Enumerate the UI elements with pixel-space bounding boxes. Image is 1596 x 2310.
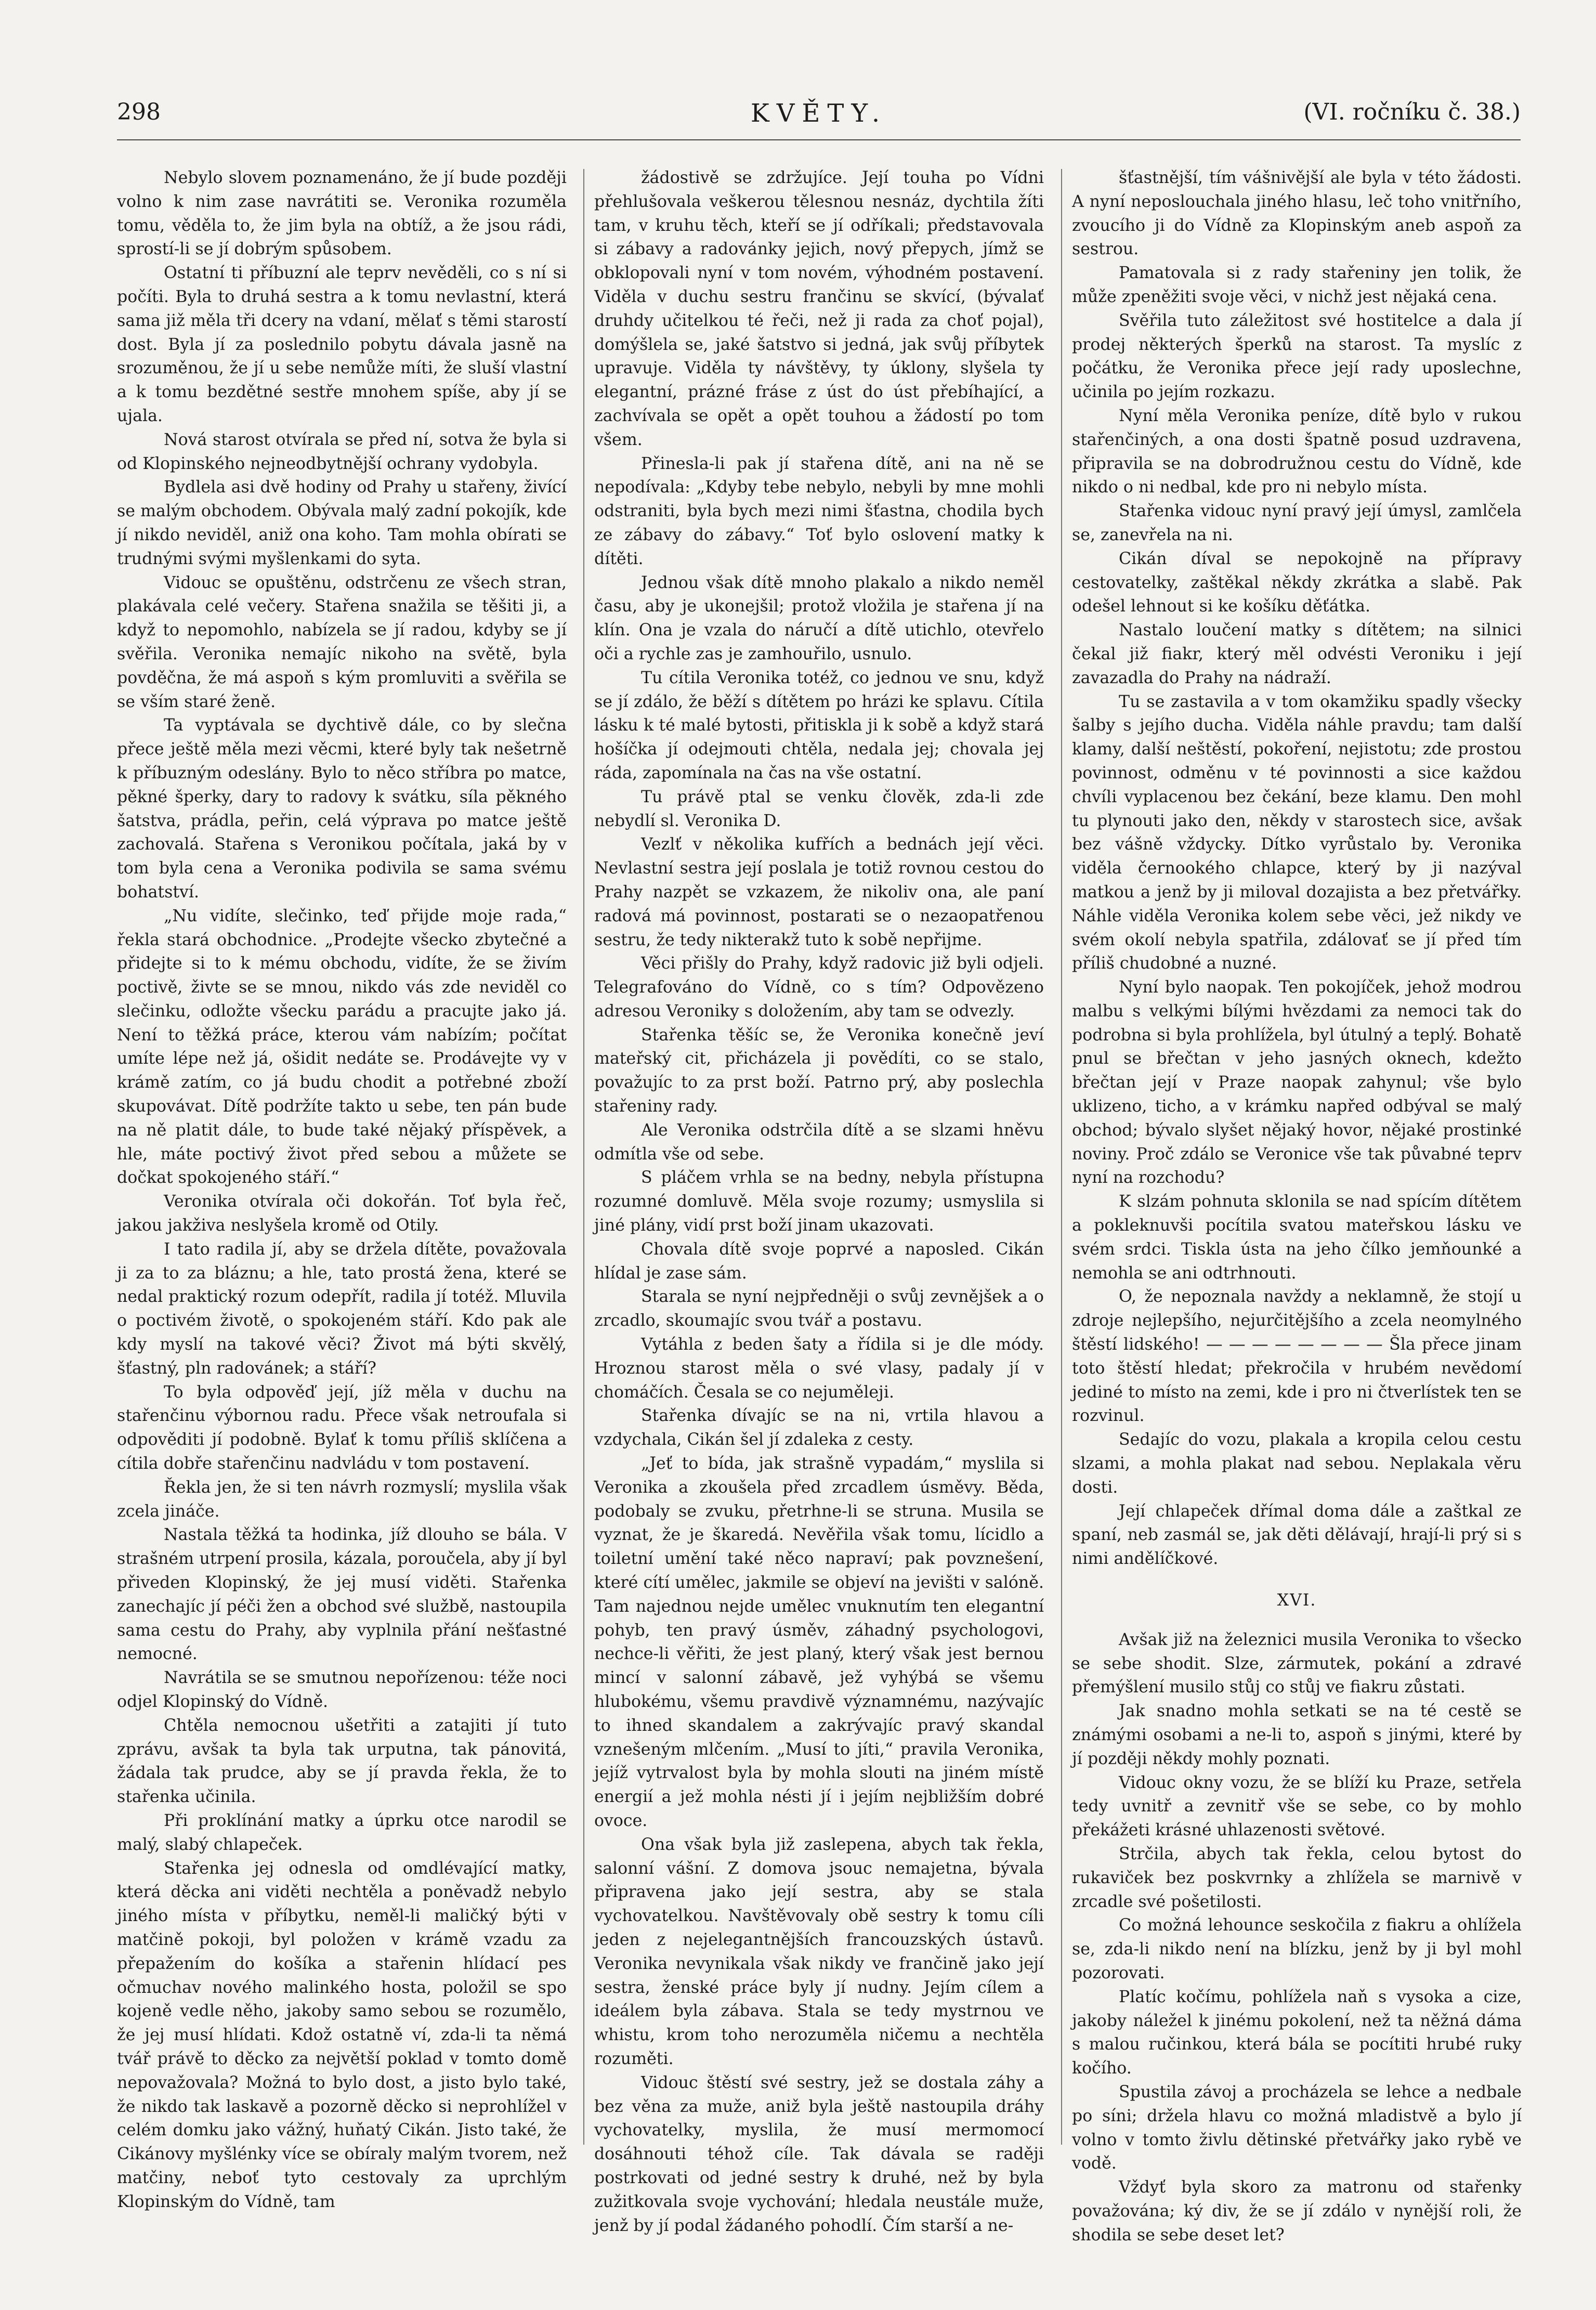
paragraph: Při proklínání matky a úprku otce narodil se malý, slabý chlapeček. xyxy=(117,1811,567,1854)
paragraph: S pláčem vrhla se na bedny, nebyla přístupna rozumné domluvě. Měla svoje rozumy; usmyslila si jiné plány, vidí prst boží jinam ukazovati. xyxy=(594,1168,1044,1235)
paragraph: Ale Veronika odstrčila dítě a se slzami hněvu odmítla vše od sebe. xyxy=(594,1120,1044,1164)
page-number: 298 xyxy=(117,99,161,125)
column-divider xyxy=(1061,169,1062,2145)
paragraph: Stařenka těšíc se, že Veronika konečně jeví mateřský cit, přicházela ji povědíti, co se stalo, považujíc to za prst boží. Patrno prý, aby poslechla stařeniny rady. xyxy=(594,1025,1044,1116)
paragraph: Nebylo slovem poznamenáno, že jí bude později volno k nim zase navrátiti se. Veronika rozuměla tomu, věděla to, že jim byla na obtíž, a že jsou rádi, sprostí-li se jí dobrým spůsobem. xyxy=(117,168,567,259)
paragraph: Tu právě ptal se venku člověk, zda-li zde nebydlí sl. Veronika D. xyxy=(594,787,1044,830)
paragraph: šťastnější, tím vášnivější ale byla v této žádosti. A nyní neposlouchala jiného hlasu, leč toho vnitřního, zvoucího ji do Vídně za Klopinským aneb aspoň za sestrou. xyxy=(1072,168,1522,259)
paragraph: To byla odpověď její, jíž měla v duchu na stařenčinu výbornou radu. Přece však netroufala si odpověditi jí podobně. Bylať k tomu příliš sklíčena a cítila dobře stařenčinu nadvládu v tom postavení. xyxy=(117,1382,567,1473)
paragraph: Její chlapeček dřímal doma dále a zaštkal ze spaní, neb zasmál se, jak děti dělávají, hrají-li prý si s nimi andělíčkové. xyxy=(1072,1502,1522,1569)
paragraph: Starala se nyní nejpředněji o svůj zevnějšek a o zrcadlo, skoumajíc svou tvář a postavu. xyxy=(594,1287,1044,1330)
paragraph: Nová starost otvírala se před ní, sotva že byla si od Klopinského nejneodbytnější ochrany vydobyla. xyxy=(117,430,567,473)
journal-title: KVĚTY. xyxy=(750,99,887,128)
page-header xyxy=(117,99,1521,135)
paragraph: žádostivě se zdržujíce. Její touha po Vídni přehlušovala veškerou tělesnou nesnáz, dychtila žíti tam, v kruhu těch, kteří se jí odříkali; představovala si zábavy a radovánky jejich, nový přepych, jímž se obklopovali nyní v tom novém, výhodném postavení. Viděla v duchu sestru frančinu se skvící, (bývalať druhdy učitelkou té řeči, než ji rada za choť pojal), domýšlela se, jaké šatstvo si jedná, jak svůj příbytek upravuje. Viděla ty návštěvy, ty úklony, slyšela ty elegantní, prázné fráse z úst do úst přebíhající, a zachvívala se opět a opět touhou a žádostí po tom všem. xyxy=(594,168,1044,449)
chapter-heading: XVI. xyxy=(1277,1591,1317,1610)
paragraph: Veronika otvírala oči dokořán. Toť byla řeč, jakou jakživa neslyšela kromě od Otily. xyxy=(117,1192,567,1235)
paragraph: Chovala dítě svoje poprvé a naposled. Cikán hlídal je zase sám. xyxy=(594,1239,1044,1283)
paragraph: Jak snadno mohla setkati se na té cestě se známými osobami a ne-li to, aspoň s jinými, které by jí později někdy mohly poznati. xyxy=(1072,1702,1522,1768)
paragraph: Vidouc štěstí své sestry, jež se dostala záhy a bez věna za muže, aniž byla ještě nastoupila dráhy vychovatelky, myslila, že musí mermomocí dosáhnouti téhož cíle. Tak dávala se raději postrkovati od jedné sestry k druhé, než by byla zužitkovala svoje vychování; hledala neustále muže, jenž by jí podal žádaného pohodlí. Čím starší a ne- xyxy=(594,2073,1044,2235)
paragraph: Vytáhla z beden šaty a řídila si je dle módy. Hroznou starost měla o své vlasy, padaly jí v chomáčích. Česala se co nejuměleji. xyxy=(594,1335,1044,1402)
paragraph: Stařenka jej odnesla od omdlévající matky, která děcka ani viděti nechtěla a poněvadž nebylo jiného místa v příbytku, neměl-li maličký býti v matčině pokoji, byl položen v krámě vzadu za přepažením do košíka a stařenin hlídací pes očmuchav nového malinkého hosta, položil se spo kojeně vedle něho, jakoby samo sebou se rozumělo, že jej musí hlídati. Kdož ostatně ví, zda-li ta němá tvář právě to děcko za největší poklad v tomto domě nepovažovala? Možná to bylo dost, a jisto bylo také, že nikdo tak laskavě a pozorně děcko si neprohlížel v celém domku jako vážný, huňatý Cikán. Jisto také, že Cikánovy myšlénky více se obíraly malým tvorem, než matčiny, neboť tyto cestovaly za uprchlým Klopinským do Vídně, tam xyxy=(117,1859,567,2211)
paragraph: I tato radila jí, aby se držela dítěte, považovala ji za to za bláznu; a hle, tato prostá žena, které se nedal praktický rozum odepřít, radila jí totéž. Mluvila o poctivém životě, o spokojeném stáří. Kdo pak ale kdy myslí na takové věci? Život má býti skvělý, šťastný, pln radovánek; a stáří? xyxy=(117,1239,567,1378)
paragraph: Stařenka dívajíc se na ni, vrtila hlavou a vzdychala, Cikán šel jí zdaleka z cesty. xyxy=(594,1406,1044,1450)
paragraph: Vidouc okny vozu, že se blíží ku Praze, setřela tedy uvnitř a zevnitř vše se sebe, co by mohlo překážeti krásné uhlazenosti světové. xyxy=(1072,1773,1522,1840)
paragraph: Tu cítila Veronika totéž, co jednou ve snu, když se jí zdálo, že běží s dítětem po hrázi ke splavu. Cítila lásku k té malé bytosti, přitiskla ji k sobě a když stará hošíčka jí odejmouti chtěla, nedala jej; chovala jej ráda, zapomínala na čas na vše ostatní. xyxy=(594,668,1044,782)
text-column-2 xyxy=(594,166,1044,2238)
paragraph: Strčila, abych tak řekla, celou bytost do rukaviček bez poskvrnky a zhlížela se marnivě v zrcadle své pošetilosti. xyxy=(1072,1844,1522,1911)
text-column-1 xyxy=(117,166,567,2214)
paragraph: Vidouc se opuštěnu, odstrčenu ze všech stran, plakávala celé večery. Stařena snažila se těšiti ji, a když to nepomohlo, nabízela se jí radou, kdyby se jí svěřila. Veronika nemajíc nikoho na světě, byla povděčna, že má aspoň s kým promluviti a svěřila se se vším staré ženě. xyxy=(117,573,567,711)
paragraph: Cikán díval se nepokojně na přípravy cestovatelky, zaštěkal někdy zkrátka a slabě. Pak odešel lehnout si ke košíku děťátka. xyxy=(1072,549,1522,616)
paragraph: Pamatovala si z rady stařeniny jen tolik, že může zpeněžiti svoje věci, v nichž jest nějaká cena. xyxy=(1072,264,1522,306)
paragraph: Věci přišly do Prahy, když radovic již byli odjeli. Telegrafováno do Vídně, co s tím? Odpovězeno adresou Veroniky s doložením, aby tam se odvezly. xyxy=(594,954,1044,1021)
paragraph: Stařenka vidouc nyní pravý její úmysl, zamlčela se, zanevřela na ni. xyxy=(1072,502,1522,544)
paragraph: Nyní měla Veronika peníze, dítě bylo v rukou stařenčiných, a ona dosti špatně posud uzdravena, připravila se na dobrodružnou cestu do Vídně, kde nikdo o ni nedbal, kde pro ni nebylo místa. xyxy=(1072,406,1522,497)
paragraph: Sedajíc do vozu, plakala a kropila celou cestu slzami, a mohla plakat nad sebou. Neplakala věru dosti. xyxy=(1072,1430,1522,1497)
paragraph: Ta vyptávala se dychtivě dále, co by slečna přece ještě měla mezi věcmi, které byly tak nešetrně k příbuzným odeslány. Bylo to něco stříbra po matce, pěkné šperky, dary to radovy k svátku, síla pěkného šatstva, prádla, peřin, celá výprava po matce ještě zachovalá. Stařena s Veronikou počítala, jaká by v tom byla cena a Veronika podivila se sama svému bohatství. xyxy=(117,716,567,902)
paragraph: Co možná lehounce seskočila z fiakru a ohlížela se, zda-li nikdo není na blízku, jenž by ji byl mohl pozorovati. xyxy=(1072,1916,1522,1982)
paragraph: Nyní bylo naopak. Ten pokojíček, jehož modrou malbu s velkými bílými hvězdami za nemoci tak do podrobna si byla prohlížela, byl útulný a teplý. Bohatě pnul se břečtan v jeho jasných oknech, kdežto břečtan její v Praze naopak zahynul; vše bylo uklizeno, ticho, a v krámku napřed odbýval se malý obchod; bývalo slyšet nějaký hovor, nějaké prostinké noviny. Proč zdálo se Veronice vše tak půvabné teprv nyní na rozchodu? xyxy=(1072,978,1522,1187)
paragraph: „Jeť to bída, jak strašně vypadám,“ myslila si Veronika a zkoušela před zrcadlem úsměvy. Běda, podobaly se zvuku, přetrhne-li se struna. Musila se vyznat, že je škaredá. Nevěřila však tomu, lícidlo a toiletní umění také něco napraví; pak povznešení, které cítí umělec, jakmile se objeví na jevišti v salóně. Tam najednou nejde umělec vnuknutím ten elegantní pohyb, ten pravý úsměv, záhadný psychologovi, nechce-li věřiti, že jest planý, který však jest bernou mincí v salonní zábavě, jež vyhýbá se všemu hlubokému, všemu pravdivě významnému, nazývajíc to ihned skandalem a zakrývajíc pravý skandal vznešeným mlčením. „Musí to jíti,“ pravila Veronika, jejíž vytrvalost byla by mohla slouti na jiném místě energií a jež mohla nésti jí i jejím nejbližším dobré ovoce. xyxy=(594,1454,1044,1830)
paragraph: Přinesla-li pak jí stařena dítě, ani na ně se nepodívala: „Kdyby tebe nebylo, nebyli by mne mohli odstraniti, byla bych mezi nimi šťastna, chodila bych ze zábavy do zábavy.“ Toť bylo oslovení matky k dítěti. xyxy=(594,454,1044,568)
paragraph: Spustila závoj a procházela se lehce a nedbale po síni; držela hlavu co možná mladistvě a bylo jí volno v tomto živlu dětinské přetvářky jako rybě ve vodě. xyxy=(1072,2082,1522,2173)
paragraph: Navrátila se se smutnou nepořízenou: téže noci odjel Klopinský do Vídně. xyxy=(117,1668,567,1711)
paragraph: Nastalo loučení matky s dítětem; na silnici čekal již fiakr, který měl odvésti Veroniku i její zavazadla do Prahy na nádraží. xyxy=(1072,621,1522,687)
paragraph: K slzám pohnuta sklonila se nad spícím dítětem a pokleknuvši pocítila svatou mateřskou lásku ve svém srdci. Tiskla ústa na jeho čílko jemňounké a nemohla se ani odtrhnouti. xyxy=(1072,1192,1522,1283)
paragraph: Chtěla nemocnou ušetřiti a zatajiti jí tuto zprávu, avšak ta byla tak urputna, tak pánovitá, žádala tak prudce, aby se jí pravda řekla, že to stařenka učinila. xyxy=(117,1716,567,1807)
paragraph: „Nu vidíte, slečinko, teď přijde moje rada,“ řekla stará obchodnice. „Prodejte všecko zbytečné a přidejte si to k mému obchodu, vidíte, že se živím poctivě, živte se se mnou, nikdo vás zde neviděl co slečinku, odložte všecku parádu a pracujte jako já. Není to těžká práce, kterou vám nabízím; počítat umíte lépe než já, ošidit nedáte se. Prodávejte vy v krámě zatím, co já budu chodit a potřebné zboží skupovávat. Dítě podržíte takto u sebe, ten pán bude na ně platit dále, to bude také nějaký příspěvek, a hle, máte poctivý život před sebou a můžete se dočkat spokojeného stáří.“ xyxy=(117,906,567,1187)
paragraph: Ostatní ti příbuzní ale teprv nevěděli, co s ní si počíti. Byla to druhá sestra a k tomu nevlastní, která sama již měla tři dcery na vdaní, mělať s těmi starostí dost. Byla jí za poslednilo pobytu dávala jasně na srozuměnou, že jí u sebe nemůže míti, že sluší vlastní a k tomu bezdětné sestře mnohem spíše, aby jí se ujala. xyxy=(117,264,567,425)
paragraph: Vezlť v několika kufřích a bednách její věci. Nevlastní sestra její poslala je totiž rovnou cestou do Prahy nazpět se vzkazem, že nikoliv ona, ale paní radová má povinnost, postarati se o nezaopatřenou sestru, že tedy nikterakž tuto k sobě nepřijme. xyxy=(594,835,1044,949)
paragraph: Bydlela asi dvě hodiny od Prahy u stařeny, živící se malým obchodem. Obývala malý zadní pokojík, kde jí nikdo neviděl, aniž ona koho. Tam mohla obírati se trudnými svými myšlenkami do syta. xyxy=(117,478,567,568)
column-divider xyxy=(583,169,584,2145)
paragraph: Platíc kočímu, pohlížela naň s vysoka a cize, jakoby náležel k jinému pokolení, než ta něžná dáma s malou ručinkou, která bála se pocítiti hrubé ruky kočího. xyxy=(1072,1987,1522,2078)
text-column-3 xyxy=(1072,166,1522,2248)
paragraph: Ona však byla již zaslepena, abych tak řekla, salonní vášní. Z domova jsouc nemajetna, bývala připravena jako její sestra, aby se stala vychovatelkou. Navštěvovaly obě sestry k tomu cíli jeden z nejelegantnějších francouzských ústavů. Veronika nevynikala však nikdy ve frančině jako její sestra, ženské práce byly jí nudny. Jejím cílem a ideálem byla zábava. Stala se tedy mystrnou ve whistu, krom toho nerozuměla ničemu a nechtěla rozuměti. xyxy=(594,1835,1044,2068)
paragraph: Vždyť byla skoro za matronu od stařenky považována; ký div, že se jí zdálo v nynější roli, že shodila se sebe deset let? xyxy=(1072,2178,1522,2244)
paragraph: Avšak již na železnici musila Veronika to všecko se sebe shodit. Slze, zármutek, pokání a zdravé přemýšlení musilo stůj co stůj ve fiakru zůstati. xyxy=(1072,1630,1522,1697)
paragraph: O, že nepoznala navždy a neklamně, že stojí u zdroje nejlepšího, nejurčitějšího a zcela neomylného štěstí lidského! — — — — — — — — Šla přece jinam toto štěstí hledat; překročila v hrubém nevědomí jediné to místo na zemi, kde i pro ni čtverlístek ten se rozvinul. xyxy=(1072,1287,1522,1426)
paragraph: Jednou však dítě mnoho plakalo a nikdo neměl času, aby je ukonejšil; protož vložila je stařena jí na klín. Ona je vzala do náručí a dítě utichlo, otevřelo oči a rychle zas je zamhouřilo, usnulo. xyxy=(594,573,1044,663)
paragraph: Řekla jen, že si ten návrh rozmyslí; myslila však zcela jináče. xyxy=(117,1478,567,1521)
paragraph: Tu se zastavila a v tom okamžiku spadly všecky šalby s jejího ducha. Viděla náhle pravdu; tam další klamy, další neštěstí, pokoření, nejistotu; zde prostou povinnost, odměnu v té povinnosti a sice každou chvíli vyplacenou bez čekání, beze klamu. Den mohl tu plynouti jako den, někdy v starostech sice, avšak bez vášně vždycky. Dítko vyrůstalo by. Veronika viděla černookého chlapce, který by ji nazýval matkou a jenž by ji miloval dozajista a bez přetvářky. Náhle viděla Veronika kolem sebe věci, jež nikdy ve svém okolí nebyla spatřila, zdálovať se jí před tím příliš chudobné a nuzné. xyxy=(1072,692,1522,973)
paragraph: Svěřila tuto záležitost své hostitelce a dala jí prodej některých šperků na starost. Ta myslíc z počátku, že Veronika přece její rady uposlechne, učinila po jejím rozkazu. xyxy=(1072,311,1522,402)
header-rule xyxy=(117,139,1521,140)
paragraph: Nastala těžká ta hodinka, jíž dlouho se bála. V strašném utrpení prosila, kázala, poroučela, aby jí byl přiveden Klopinský, že jej musí viděti. Stařenka zanechajíc jí péči žen a obchod své službě, nastoupila sama cestu do Prahy, aby vyplnila přání nešťastné nemocné. xyxy=(117,1525,567,1664)
issue-label: (VI. ročníku č. 38.) xyxy=(1303,99,1521,125)
